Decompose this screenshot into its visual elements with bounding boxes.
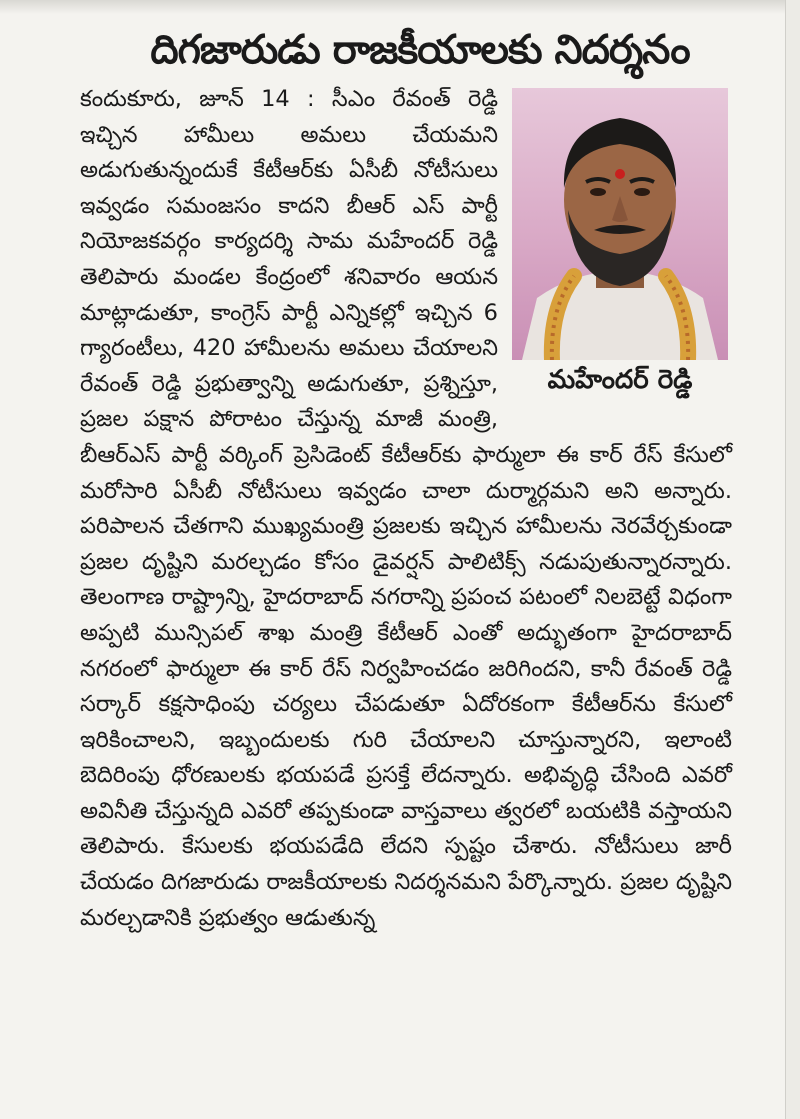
article-paragraph: కందుకూరు, జూన్ 14 : సీఎం రేవంత్ రెడ్డి ఇచ్చిన హామీలు అమలు చేయమని అడుగుతున్నందుకే కేటీఆర్‌కు ఏసీబీ నోటీసులు ఇవ్వడం సమంజసం కాదని బీఆర్ ఎస్ పార్టీ నియోజకవర్గం కార్యదర్శి సామ మహేందర్ రెడ్డి తెలిపారు మండల కేంద్రంలో శనివారం ఆయన మాట్లాడుతూ, కాంగ్రెస్ పార్టీ ఎన్నికల్లో ఇచ్చిన 6 గ్యారంటీలు, 420 హామీలను అమలు చేయాలని రేవంత్ రెడ్డి ప్రభుత్వాన్ని అడుగుతూ, ప్రశ్నిస్తూ, ప్రజల పక్షాన పోరాటం చేస్తున్న మాజీ మంత్రి, బీఆర్ఎస్ పార్టీ వర్కింగ్ ప్రెసిడెంట్ కేటీఆర్‌కు ఫార్ములా ఈ కార్ రేస్ కేసులో మరోసారి ఏసీబీ నోటీసులు ఇవ్వడం చాలా దుర్మార్గమని అని అన్నారు. పరిపాలన చేతగాని ముఖ్యమంత్రి ప్రజలకు ఇచ్చిన హామీలను నెరవేర్చకుండా ప్రజల దృష్టిని మరల్చడం కోసం డైవర్షన్ పాలిటిక్స్ నడుపుతున్నారన్నారు. తెలంగాణ రాష్ట్రాన్ని, హైదరాబాద్ నగరాన్ని ప్రపంచ పటంలో నిలబెట్టే విధంగా అప్పటి మున్సిపల్ శాఖ మంత్రి కేటీఆర్ ఎంతో అద్భుతంగా హైదరాబాద్ నగరంలో ఫార్ములా ఈ కార్ రేస్ నిర్వహించడం జరిగిందని, కానీ రేవంత్ రెడ్డి సర్కార్ కక్షసాధింపు చర్యలు చేపడుతూ ఏదోరకంగా కేటీఆర్‌ను కేసులో ఇరికించాలని, ఇబ్బందులకు గురి చేయాలని చూస్తున్నారని, ఇలాంటి బెదిరింపు ధోరణులకు భయపడే ప్రసక్తే లేదన్నారు. అభివృద్ధి చేసింది ఎవరో అవినీతి చేస్తున్నది ఎవరో తప్పకుండా వాస్తవాలు త్వరలో బయటికి వస్తాయని తెలిపారు. కేసులకు భయపడేది లేదని స్పష్టం చేశారు. నోటీసులు జారీ చేయడం దిగజారుడు రాజకీయాలకు నిదర్శనమని పేర్కొన్నారు. ప్రజల దృష్టిని మరల్చడానికి ప్రభుత్వం ఆడుతున్న	[80, 86, 732, 931]
portrait-photo	[512, 88, 728, 360]
portrait-illustration	[512, 88, 728, 360]
previous-article-edge	[0, 0, 800, 14]
article-headline: దిగజారుడు రాజకీయాలకు నిదర్శనం	[150, 27, 690, 73]
photo-caption: మహేందర్ రెడ్డి	[547, 365, 693, 395]
page-margin	[785, 0, 800, 1119]
